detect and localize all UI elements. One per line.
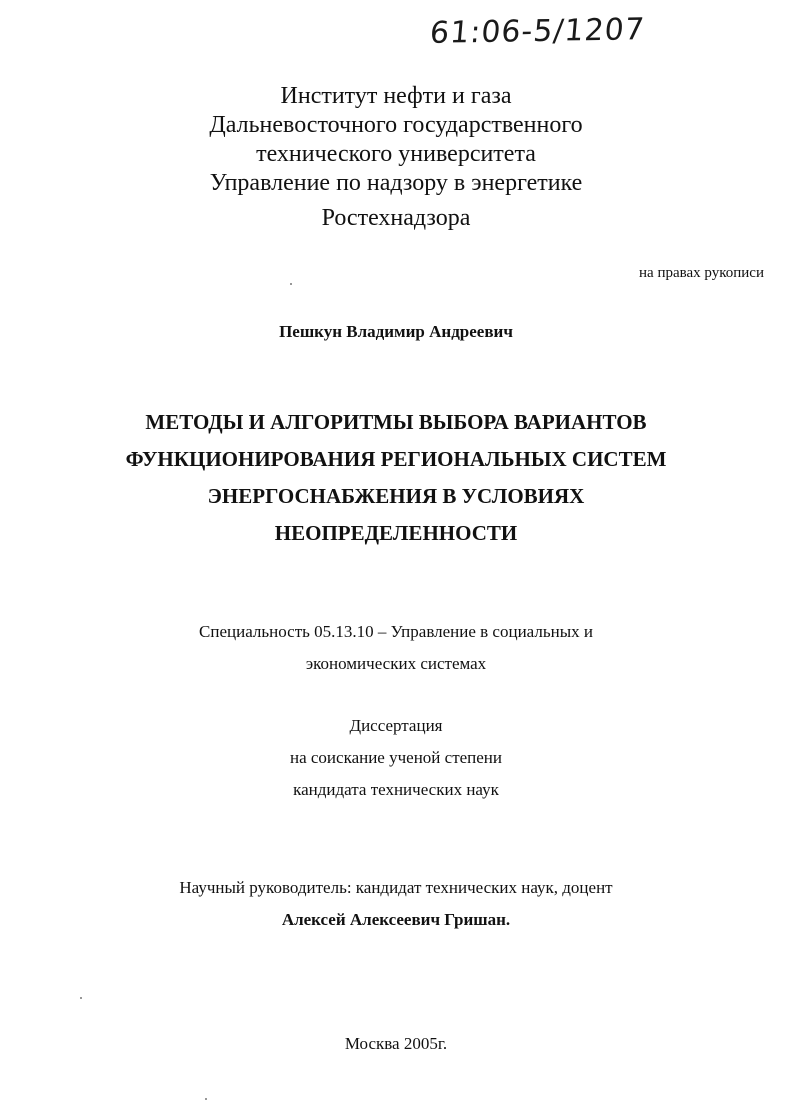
supervisor-title: Научный руководитель: кандидат технических наук, доцент — [179, 878, 613, 897]
institution-line: технического университета — [256, 141, 536, 167]
degree-line: Диссертация — [349, 716, 443, 735]
city-year-text: Москва 2005г. — [344, 1034, 448, 1053]
author-name-text: Пешкун Владимир Андреевич — [279, 322, 513, 341]
scan-speck — [290, 283, 292, 285]
specialty-line: Специальность 05.13.10 – Управление в социальных и — [199, 622, 593, 641]
scan-speck — [205, 1098, 207, 1100]
degree-block — [0, 710, 792, 806]
institution-block — [0, 82, 792, 198]
institution-line: Управление по надзору в энергетике — [209, 170, 583, 196]
supervisor-block — [0, 872, 792, 936]
degree-line: на соискание ученой степени — [289, 748, 503, 767]
title-line: ФУНКЦИОНИРОВАНИЯ РЕГИОНАЛЬНЫХ СИСТЕМ — [125, 447, 667, 471]
institution-line: Институт нефти и газа — [280, 83, 512, 109]
handwritten-archive-code: 61:06-5/1207 — [428, 12, 647, 51]
supervisor-name: Алексей Алексеевич Гришан. — [281, 910, 511, 929]
scan-speck — [80, 997, 82, 999]
specialty-block — [0, 616, 792, 680]
title-line: НЕОПРЕДЕЛЕННОСТИ — [274, 521, 518, 545]
dissertation-title — [0, 404, 792, 552]
title-line: МЕТОДЫ И АЛГОРИТМЫ ВЫБОРА ВАРИАНТОВ — [145, 410, 647, 434]
author-name — [0, 322, 792, 342]
institution-line-text: Ростехнадзора — [321, 205, 471, 231]
degree-line: кандидата технических наук — [293, 780, 499, 799]
title-line: ЭНЕРГОСНАБЖЕНИЯ В УСЛОВИЯХ — [207, 484, 585, 508]
city-year — [0, 1034, 792, 1054]
rights-note: на правах рукописи — [639, 265, 764, 281]
specialty-line: экономических системах — [305, 654, 487, 673]
institution-line — [0, 205, 792, 232]
institution-line: Дальневосточного государственного — [209, 112, 583, 138]
